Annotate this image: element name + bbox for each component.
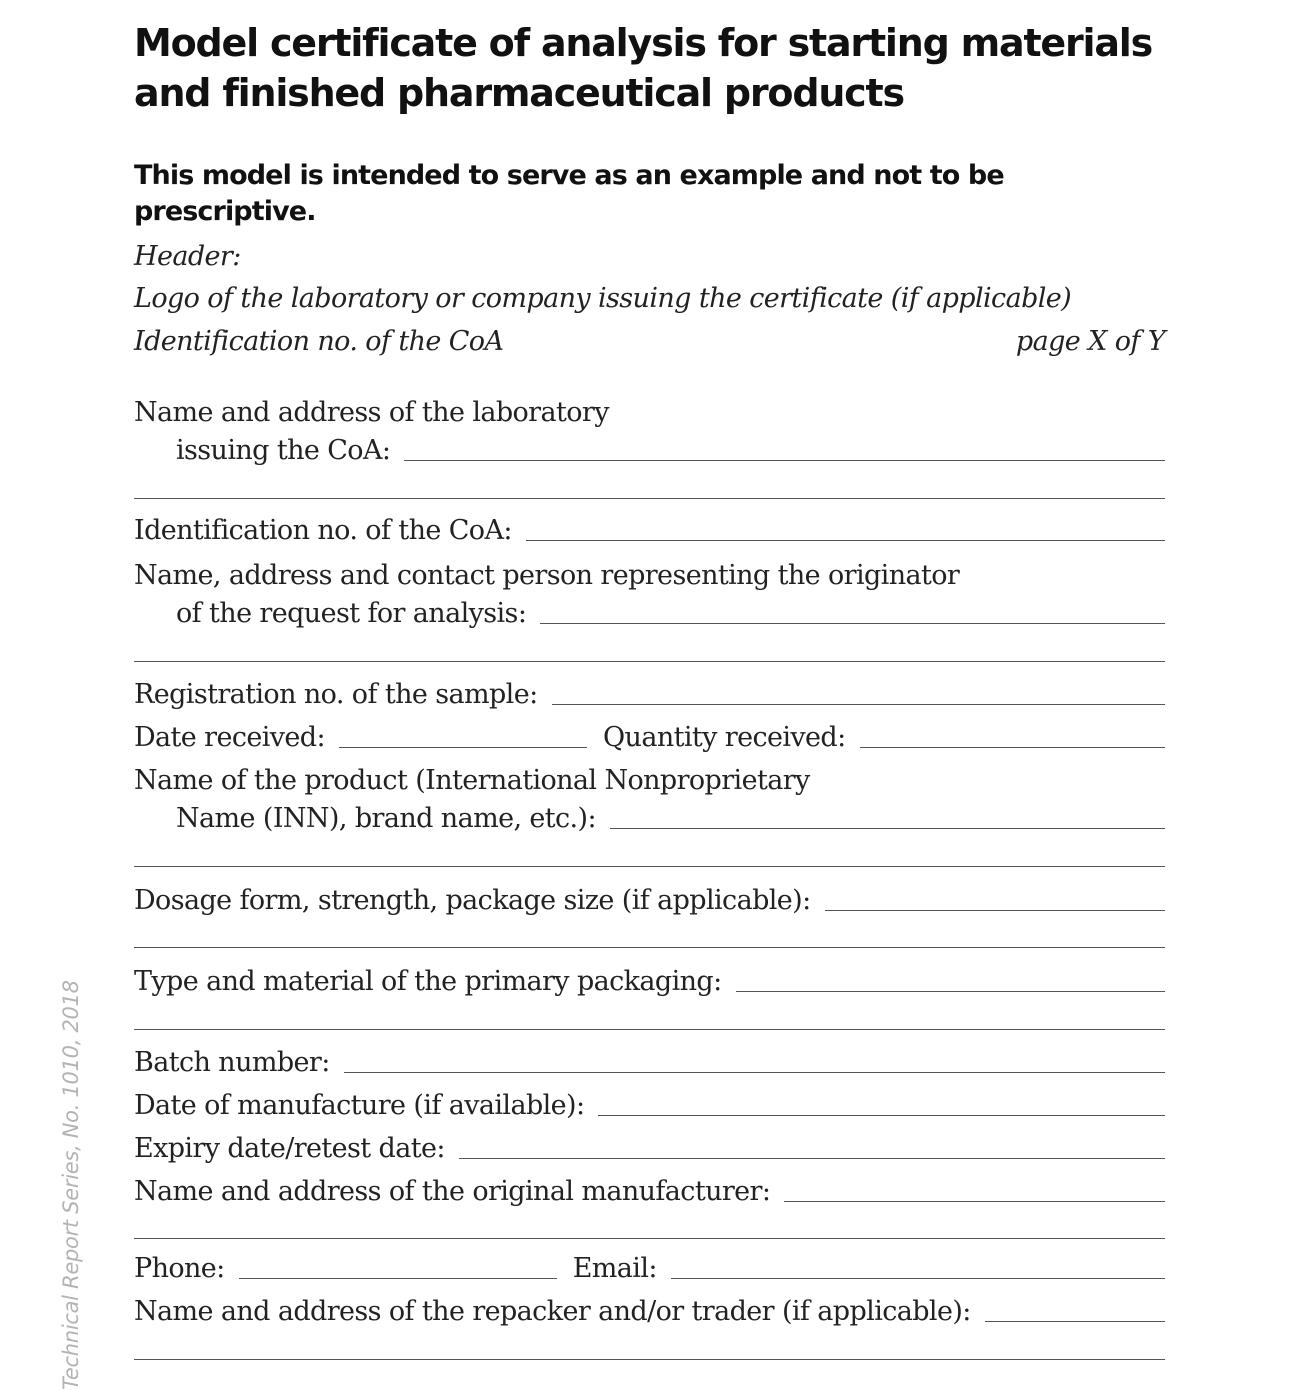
expiry-date-field [134, 1130, 1165, 1166]
repacker-label: Name and address of the repacker and/or trader (if applicable): [134, 1296, 971, 1327]
repacker-extra-line[interactable] [134, 1359, 1165, 1360]
packaging-label: Type and material of the primary packaging: [134, 966, 722, 997]
manufacturer-field [134, 1173, 1165, 1209]
originator-label: Name, address and contact person representing the originator [134, 560, 960, 591]
document-title: Model certificate of analysis for starting materials and finished pharmaceutical products [134, 21, 1153, 115]
coa-id-field [134, 512, 1165, 548]
phone-email-field [134, 1250, 1165, 1286]
packaging-extra-line[interactable] [134, 1029, 1165, 1030]
dosage-form-label: Dosage form, strength, package size (if applicable): [134, 885, 811, 916]
date-received-label: Date received: [134, 722, 325, 753]
product-name-label: Name of the product (International Nonproprietary [134, 765, 810, 796]
repacker-field [134, 1293, 1165, 1329]
phone-label: Phone: [134, 1253, 225, 1284]
product-name-extra-line[interactable] [134, 866, 1165, 867]
manufacture-date-input-line[interactable] [598, 1115, 1165, 1116]
expiry-date-label: Expiry date/retest date: [134, 1133, 445, 1164]
manufacture-date-field [134, 1087, 1165, 1123]
registration-field [134, 676, 1165, 712]
originator-field [176, 595, 1165, 631]
lab-name-field [176, 432, 1165, 468]
lab-name-label-cont: issuing the CoA: [176, 435, 391, 466]
product-name-input-line[interactable] [610, 828, 1165, 829]
batch-number-label: Batch number: [134, 1047, 330, 1078]
originator-input-line[interactable] [540, 623, 1165, 624]
packaging-input-line[interactable] [736, 991, 1165, 992]
registration-label: Registration no. of the sample: [134, 679, 538, 710]
expiry-date-input-line[interactable] [459, 1158, 1165, 1159]
product-name-field [176, 800, 1165, 836]
originator-extra-line[interactable] [134, 661, 1165, 662]
repacker-input-line[interactable] [985, 1321, 1165, 1322]
manufacture-date-label: Date of manufacture (if available): [134, 1090, 585, 1121]
product-name-label-cont: Name (INN), brand name, etc.): [176, 803, 596, 834]
lab-name-input-line[interactable] [404, 460, 1165, 461]
coa-id-input-line[interactable] [526, 540, 1165, 541]
quantity-received-label: Quantity received: [603, 722, 846, 753]
phone-input-line[interactable] [239, 1278, 557, 1279]
lab-name-label: Name and address of the laboratory [134, 397, 609, 428]
header-page-line: page X of Y [1015, 326, 1165, 357]
dosage-form-extra-line[interactable] [134, 947, 1165, 948]
email-input-line[interactable] [671, 1278, 1165, 1279]
header-id-line: Identification no. of the CoA [134, 326, 504, 357]
originator-label-cont: of the request for analysis: [176, 598, 527, 629]
document-subtitle: This model is intended to serve as an example and not to be prescriptive. [134, 160, 1004, 227]
dosage-form-input-line[interactable] [825, 910, 1165, 911]
registration-input-line[interactable] [552, 704, 1165, 705]
manufacturer-label: Name and address of the original manufacturer: [134, 1176, 771, 1207]
header-label: Header: [134, 241, 241, 272]
dosage-form-field [134, 882, 1165, 918]
manufacturer-input-line[interactable] [784, 1201, 1165, 1202]
header-logo-line: Logo of the laboratory or company issuing the certificate (if applicable) [134, 283, 1072, 314]
packaging-field [134, 963, 1165, 999]
series-side-note: Technical Report Series, No. 1010, 2018 [59, 980, 83, 1390]
batch-number-input-line[interactable] [344, 1072, 1165, 1073]
quantity-received-input-line[interactable] [860, 747, 1165, 748]
lab-name-extra-line[interactable] [134, 498, 1165, 499]
manufacturer-extra-line[interactable] [134, 1238, 1165, 1239]
date-received-input-line[interactable] [339, 747, 587, 748]
batch-number-field [134, 1044, 1165, 1080]
date-quantity-field [134, 719, 1165, 755]
coa-id-label: Identification no. of the CoA: [134, 515, 512, 546]
email-label: Email: [572, 1253, 657, 1284]
